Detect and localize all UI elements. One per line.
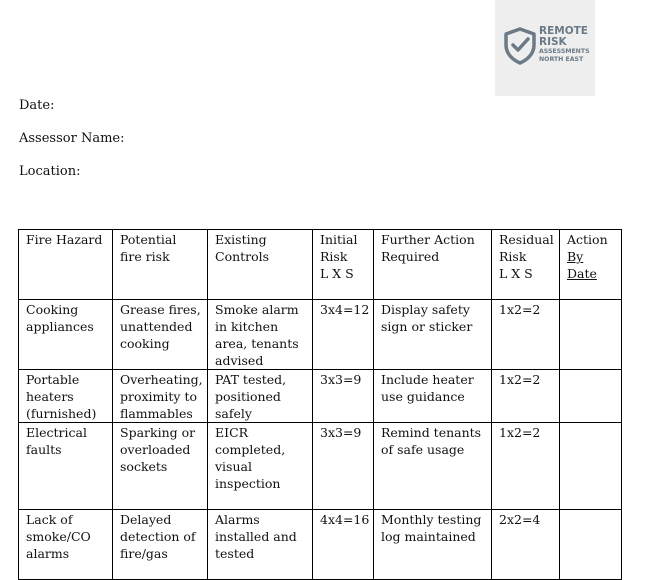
cell-fire-hazard — [19, 370, 113, 423]
logo-text-assessments: ASSESSMENTS — [539, 48, 590, 55]
cell-potential-fire-risk-line: flammables — [120, 406, 193, 421]
cell-fire-hazard-line: (furnished) — [26, 406, 97, 421]
cell-existing-controls-line: inspection — [215, 476, 281, 491]
cell-potential-fire-risk-line: Delayed — [120, 512, 172, 527]
cell-fire-hazard-line: appliances — [26, 319, 94, 334]
header-further-action — [374, 230, 492, 300]
header-existing-controls — [208, 230, 313, 300]
cell-existing-controls-line: safely — [215, 406, 252, 421]
header-initial-risk — [313, 230, 374, 300]
cell-initial-risk — [313, 300, 374, 370]
cell-existing-controls-line: completed, — [215, 442, 286, 457]
cell-fire-hazard-line: heaters — [26, 389, 74, 404]
header-initial-risk-line: Risk — [320, 249, 348, 264]
table-header-row — [19, 230, 622, 300]
cell-fire-hazard-line: alarms — [26, 546, 70, 561]
cell-further-action-line: Monthly testing — [381, 512, 482, 527]
cell-potential-fire-risk-line: Sparking or — [120, 425, 196, 440]
table-row — [19, 423, 622, 510]
header-potential-fire-risk — [113, 230, 208, 300]
company-logo — [495, 0, 595, 96]
cell-further-action-line: Remind tenants — [381, 425, 482, 440]
table-row — [19, 300, 622, 370]
cell-potential-fire-risk-line: unattended — [120, 319, 193, 334]
header-initial-risk-line: Initial — [320, 232, 358, 247]
cell-residual-risk-line: 1x2=2 — [499, 372, 541, 387]
cell-initial-risk-line: 4x4=16 — [320, 512, 370, 527]
cell-initial-risk — [313, 370, 374, 423]
cell-existing-controls-line: Smoke alarm — [215, 302, 299, 317]
cell-initial-risk — [313, 510, 374, 580]
cell-initial-risk-line: 3x3=9 — [320, 372, 362, 387]
cell-existing-controls-line: area, tenants — [215, 336, 299, 351]
cell-further-action — [374, 423, 492, 510]
cell-initial-risk-line: 3x4=12 — [320, 302, 370, 317]
header-fire-hazard — [19, 230, 113, 300]
cell-fire-hazard-line: Electrical — [26, 425, 87, 440]
header-potential-fire-risk-line: fire risk — [120, 249, 170, 264]
cell-fire-hazard-line: smoke/CO — [26, 529, 91, 544]
cell-residual-risk — [492, 423, 560, 510]
cell-fire-hazard — [19, 510, 113, 580]
cell-initial-risk-line: 3x3=9 — [320, 425, 362, 440]
cell-existing-controls — [208, 423, 313, 510]
cell-potential-fire-risk-line: cooking — [120, 336, 170, 351]
cell-potential-fire-risk-line: fire/gas — [120, 546, 168, 561]
cell-existing-controls-line: in kitchen — [215, 319, 279, 334]
fire-risk-table — [18, 229, 622, 580]
cell-residual-risk-line: 2x2=4 — [499, 512, 541, 527]
cell-potential-fire-risk-line: detection of — [120, 529, 196, 544]
header-further-action-line: Further Action — [381, 232, 475, 247]
cell-existing-controls — [208, 300, 313, 370]
cell-further-action — [374, 300, 492, 370]
cell-potential-fire-risk-line: overloaded — [120, 442, 191, 457]
header-action-by-date-line: By — [567, 249, 584, 264]
table-row — [19, 370, 622, 423]
cell-residual-risk — [492, 510, 560, 580]
cell-existing-controls-line: tested — [215, 546, 255, 561]
cell-action-by-date — [560, 510, 622, 580]
cell-potential-fire-risk-line: proximity to — [120, 389, 198, 404]
header-action-by-date-line: Action — [567, 232, 608, 247]
header-existing-controls-line: Existing — [215, 232, 267, 247]
cell-action-by-date — [560, 370, 622, 423]
cell-potential-fire-risk — [113, 300, 208, 370]
header-action-by-date — [560, 230, 622, 300]
cell-fire-hazard — [19, 300, 113, 370]
header-action-by-date-line: Date — [567, 266, 597, 281]
cell-fire-hazard-line: Lack of — [26, 512, 73, 527]
cell-action-by-date — [560, 300, 622, 370]
cell-existing-controls-line: EICR — [215, 425, 249, 440]
cell-initial-risk — [313, 423, 374, 510]
header-residual-risk-line: Residual — [499, 232, 554, 247]
cell-further-action-line: use guidance — [381, 389, 465, 404]
cell-further-action-line: Include heater — [381, 372, 474, 387]
logo-text-risk: RISK — [539, 36, 567, 48]
cell-fire-hazard-line: Portable — [26, 372, 80, 387]
location-label: Location: — [19, 164, 81, 179]
cell-further-action-line: Display safety — [381, 302, 470, 317]
cell-potential-fire-risk-line: sockets — [120, 459, 168, 474]
table-row — [19, 510, 622, 580]
header-residual-risk — [492, 230, 560, 300]
cell-action-by-date — [560, 423, 622, 510]
cell-residual-risk-line: 1x2=2 — [499, 302, 541, 317]
assessor-name-label: Assessor Name: — [19, 131, 125, 146]
cell-further-action-line: sign or sticker — [381, 319, 473, 334]
cell-potential-fire-risk-line: Overheating, — [120, 372, 203, 387]
cell-residual-risk — [492, 300, 560, 370]
shield-check-icon — [503, 27, 537, 65]
cell-existing-controls-line: PAT tested, — [215, 372, 287, 387]
cell-potential-fire-risk — [113, 510, 208, 580]
cell-potential-fire-risk-line: Grease fires, — [120, 302, 201, 317]
cell-fire-hazard-line: faults — [26, 442, 62, 457]
header-further-action-line: Required — [381, 249, 440, 264]
cell-fire-hazard — [19, 423, 113, 510]
cell-existing-controls — [208, 510, 313, 580]
cell-existing-controls-line: positioned — [215, 389, 281, 404]
cell-existing-controls-line: visual — [215, 459, 252, 474]
cell-residual-risk-line: 1x2=2 — [499, 425, 541, 440]
cell-potential-fire-risk — [113, 370, 208, 423]
cell-residual-risk — [492, 370, 560, 423]
cell-existing-controls-line: advised — [215, 353, 264, 368]
cell-further-action — [374, 510, 492, 580]
logo-text-remote: REMOTE — [539, 25, 588, 37]
date-label: Date: — [19, 98, 55, 113]
header-fire-hazard-line: Fire Hazard — [26, 232, 103, 247]
header-initial-risk-line: L X S — [320, 266, 354, 281]
cell-existing-controls — [208, 370, 313, 423]
cell-further-action-line: log maintained — [381, 529, 476, 544]
cell-existing-controls-line: installed and — [215, 529, 297, 544]
cell-existing-controls-line: Alarms — [215, 512, 260, 527]
header-residual-risk-line: Risk — [499, 249, 527, 264]
header-residual-risk-line: L X S — [499, 266, 533, 281]
cell-further-action-line: of safe usage — [381, 442, 465, 457]
cell-fire-hazard-line: Cooking — [26, 302, 79, 317]
logo-text-north-east: NORTH EAST — [539, 56, 584, 63]
cell-further-action — [374, 370, 492, 423]
header-potential-fire-risk-line: Potential — [120, 232, 177, 247]
header-existing-controls-line: Controls — [215, 249, 270, 264]
cell-potential-fire-risk — [113, 423, 208, 510]
